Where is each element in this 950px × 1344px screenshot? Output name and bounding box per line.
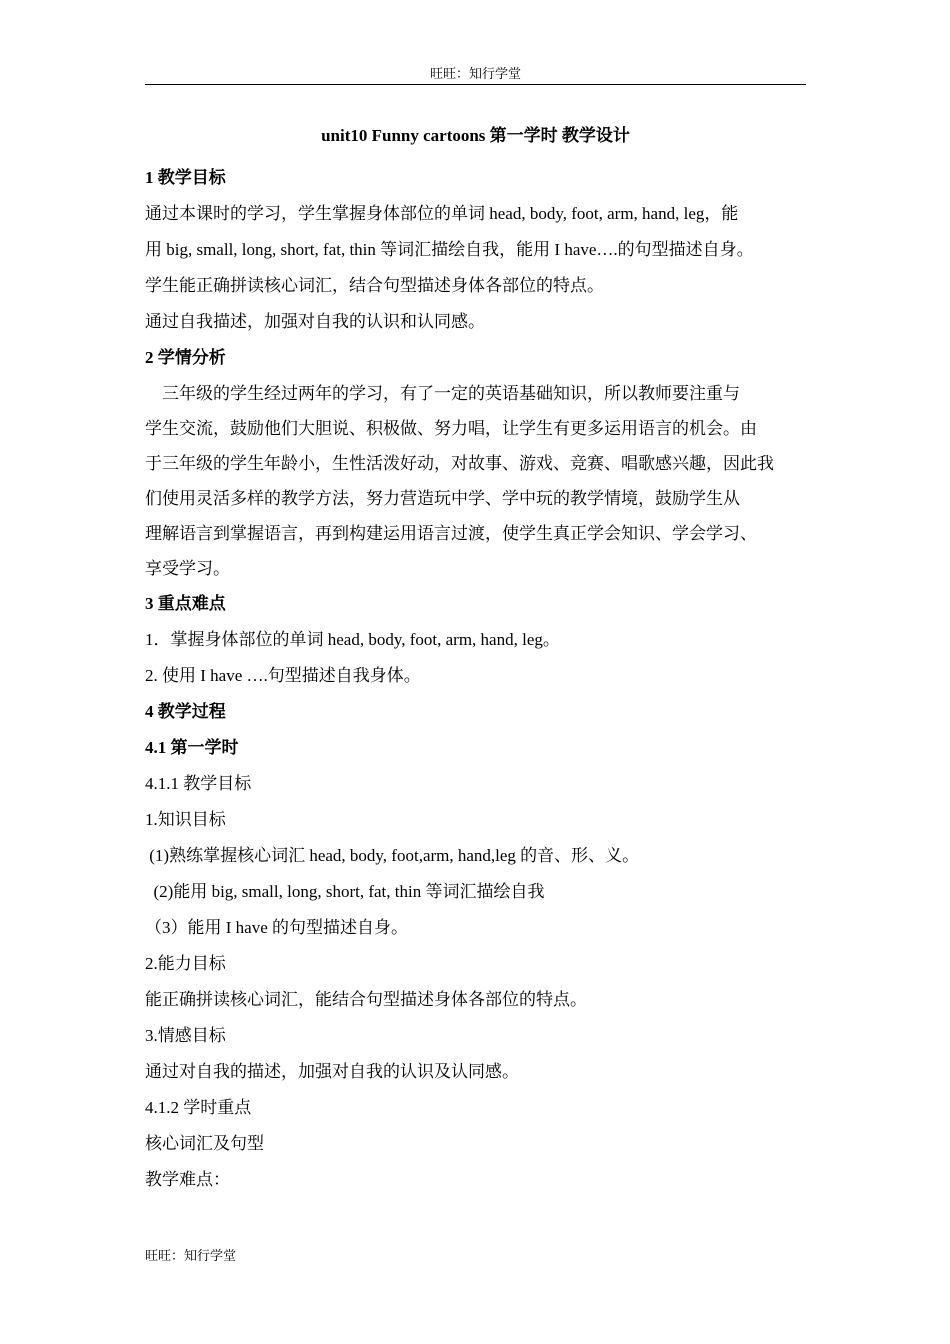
- analysis-line: 学生交流，鼓励他们大胆说、积极做、努力唱，让学生有更多运用语言的机会。由: [145, 419, 757, 438]
- lesson-line: 教学难点：: [145, 1170, 230, 1189]
- analysis-line: 理解语言到掌握语言，再到构建运用语言过渡，使学生真正学会知识、学会学习、: [145, 524, 757, 543]
- analysis-line: 享受学习。: [145, 559, 230, 578]
- section-heading-process: 4 教学过程: [145, 702, 226, 721]
- analysis-line: 三年级的学生经过两年的学习，有了一定的英语基础知识，所以教师要注重与: [145, 384, 740, 403]
- lesson-line: (1)熟练掌握核心词汇 head, body, foot,arm, hand,leg 的音、形、义。: [145, 846, 640, 865]
- section-heading-key-points: 3 重点难点: [145, 594, 226, 613]
- page-footer: 旺旺：知行学堂: [145, 1248, 237, 1263]
- lesson-line: (2)能用 big, small, long, short, fat, thin 等词汇描绘自我: [145, 882, 545, 901]
- lesson-line: 2.能力目标: [145, 954, 226, 973]
- page-header: 旺旺：知行学堂: [429, 66, 521, 81]
- lesson-line: 通过对自我的描述，加强对自我的认识及认同感。: [145, 1062, 519, 1081]
- section-heading-analysis: 2 学情分析: [145, 348, 226, 367]
- document-title: unit10 Funny cartoons 第一学时 教学设计: [321, 126, 630, 145]
- key-points-line: 2. 使用 I have ….句型描述自我身体。: [145, 666, 421, 685]
- lesson-line: 能正确拼读核心词汇，能结合句型描述身体各部位的特点。: [145, 990, 587, 1009]
- lesson-line: （3）能用 I have 的句型描述自身。: [145, 918, 409, 937]
- lesson-line: 4.1.2 学时重点: [145, 1098, 252, 1117]
- analysis-line: 于三年级的学生年龄小，生性活泼好动，对故事、游戏、竞赛、唱歌感兴趣，因此我: [145, 454, 774, 473]
- key-points-line: 1．掌握身体部位的单词 head, body, foot, arm, hand, leg。: [145, 630, 560, 649]
- analysis-line: 们使用灵活多样的教学方法，努力营造玩中学、学中玩的教学情境，鼓励学生从: [145, 489, 740, 508]
- objectives-line: 学生能正确拼读核心词汇，结合句型描述身体各部位的特点。: [145, 276, 604, 295]
- objectives-line: 通过自我描述，加强对自我的认识和认同感。: [145, 312, 485, 331]
- objectives-line: 通过本课时的学习，学生掌握身体部位的单词 head, body, foot, arm, hand, leg，能: [145, 204, 739, 223]
- lesson-line: 3.情感目标: [145, 1026, 226, 1045]
- lesson-line: 4.1.1 教学目标: [145, 774, 252, 793]
- lesson-line: 1.知识目标: [145, 810, 226, 829]
- section-heading-objectives: 1 教学目标: [145, 168, 226, 187]
- lesson-line: 核心词汇及句型: [145, 1134, 264, 1153]
- header-divider: [145, 84, 806, 85]
- document-body: [145, 160, 825, 1198]
- objectives-line: 用 big, small, long, short, fat, thin 等词汇描绘自我，能用 I have….的句型描述自身。: [145, 240, 754, 259]
- subsection-heading-lesson: 4.1 第一学时: [145, 738, 239, 757]
